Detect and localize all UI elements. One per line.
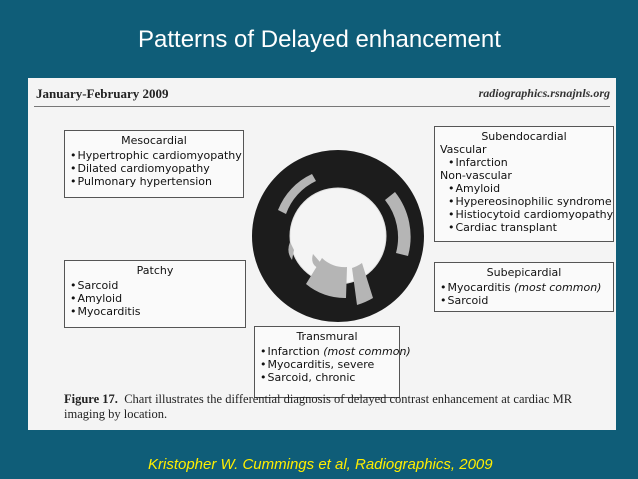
list-item (260, 345, 411, 358)
list-item: • Sarcoid (440, 294, 608, 307)
list-item (440, 281, 608, 294)
list-item: • Hypereosinophilic syndrome (440, 195, 608, 208)
list-item: • Hypertrophic cardiomyopathy (70, 149, 238, 162)
subendocardial-box (434, 126, 614, 242)
vascular-label: Vascular (440, 143, 487, 156)
citation: Kristopher W. Cummings et al, Radiographics, 2009 (148, 456, 493, 473)
mesocardial-box (64, 130, 244, 198)
nonvascular-label: Non-vascular (440, 169, 512, 182)
figure-caption (64, 392, 604, 422)
caption-label: Figure 17. (64, 392, 118, 406)
list-item: • Myocarditis (70, 305, 240, 318)
list-item: • Pulmonary hypertension (70, 175, 238, 188)
item-text: Infarction (267, 345, 324, 358)
caption-text: Chart illustrates the differential diagnosis of delayed contrast enhancement at cardiac MR imaging by location. (64, 392, 573, 421)
transmural-list (260, 345, 411, 384)
myocardial-ring-diagram (250, 148, 426, 324)
list-item: • Infarction (440, 156, 608, 169)
subendocardial-title: Subendocardial (481, 130, 567, 143)
item-note: (most common) (513, 281, 602, 294)
mesocardial-list (70, 149, 242, 188)
list-item: • Cardiac transplant (440, 221, 608, 234)
patchy-list (70, 279, 240, 318)
journal-website: radiographics.rsnajnls.org (478, 86, 610, 100)
transmural-box (254, 326, 411, 398)
list-item: • Dilated cardiomyopathy (70, 162, 238, 175)
transmural-title: Transmural (296, 330, 358, 343)
list-item: • Sarcoid (70, 279, 240, 292)
patchy-title: Patchy (136, 264, 174, 277)
subepicardial-list (440, 281, 608, 307)
subepicardial-box (434, 262, 614, 312)
mesocardial-title: Mesocardial (121, 134, 187, 147)
list-item: • Histiocytoid cardiomyopathy (440, 208, 608, 221)
journal-issue-date: January-February 2009 (36, 86, 169, 101)
header-divider (34, 106, 610, 107)
list-item: • Myocarditis, severe (260, 358, 394, 371)
figure-panel (28, 78, 616, 430)
item-text: Myocarditis (447, 281, 514, 294)
vascular-list (440, 156, 608, 169)
patchy-box (64, 260, 246, 328)
item-note: (most common) (323, 345, 411, 358)
list-item: • Amyloid (70, 292, 240, 305)
subepicardial-title: Subepicardial (486, 266, 562, 279)
nonvascular-list (440, 182, 614, 234)
list-item: • Amyloid (440, 182, 608, 195)
list-item: • Sarcoid, chronic (260, 371, 394, 384)
slide-title: Patterns of Delayed enhancement (138, 26, 501, 53)
